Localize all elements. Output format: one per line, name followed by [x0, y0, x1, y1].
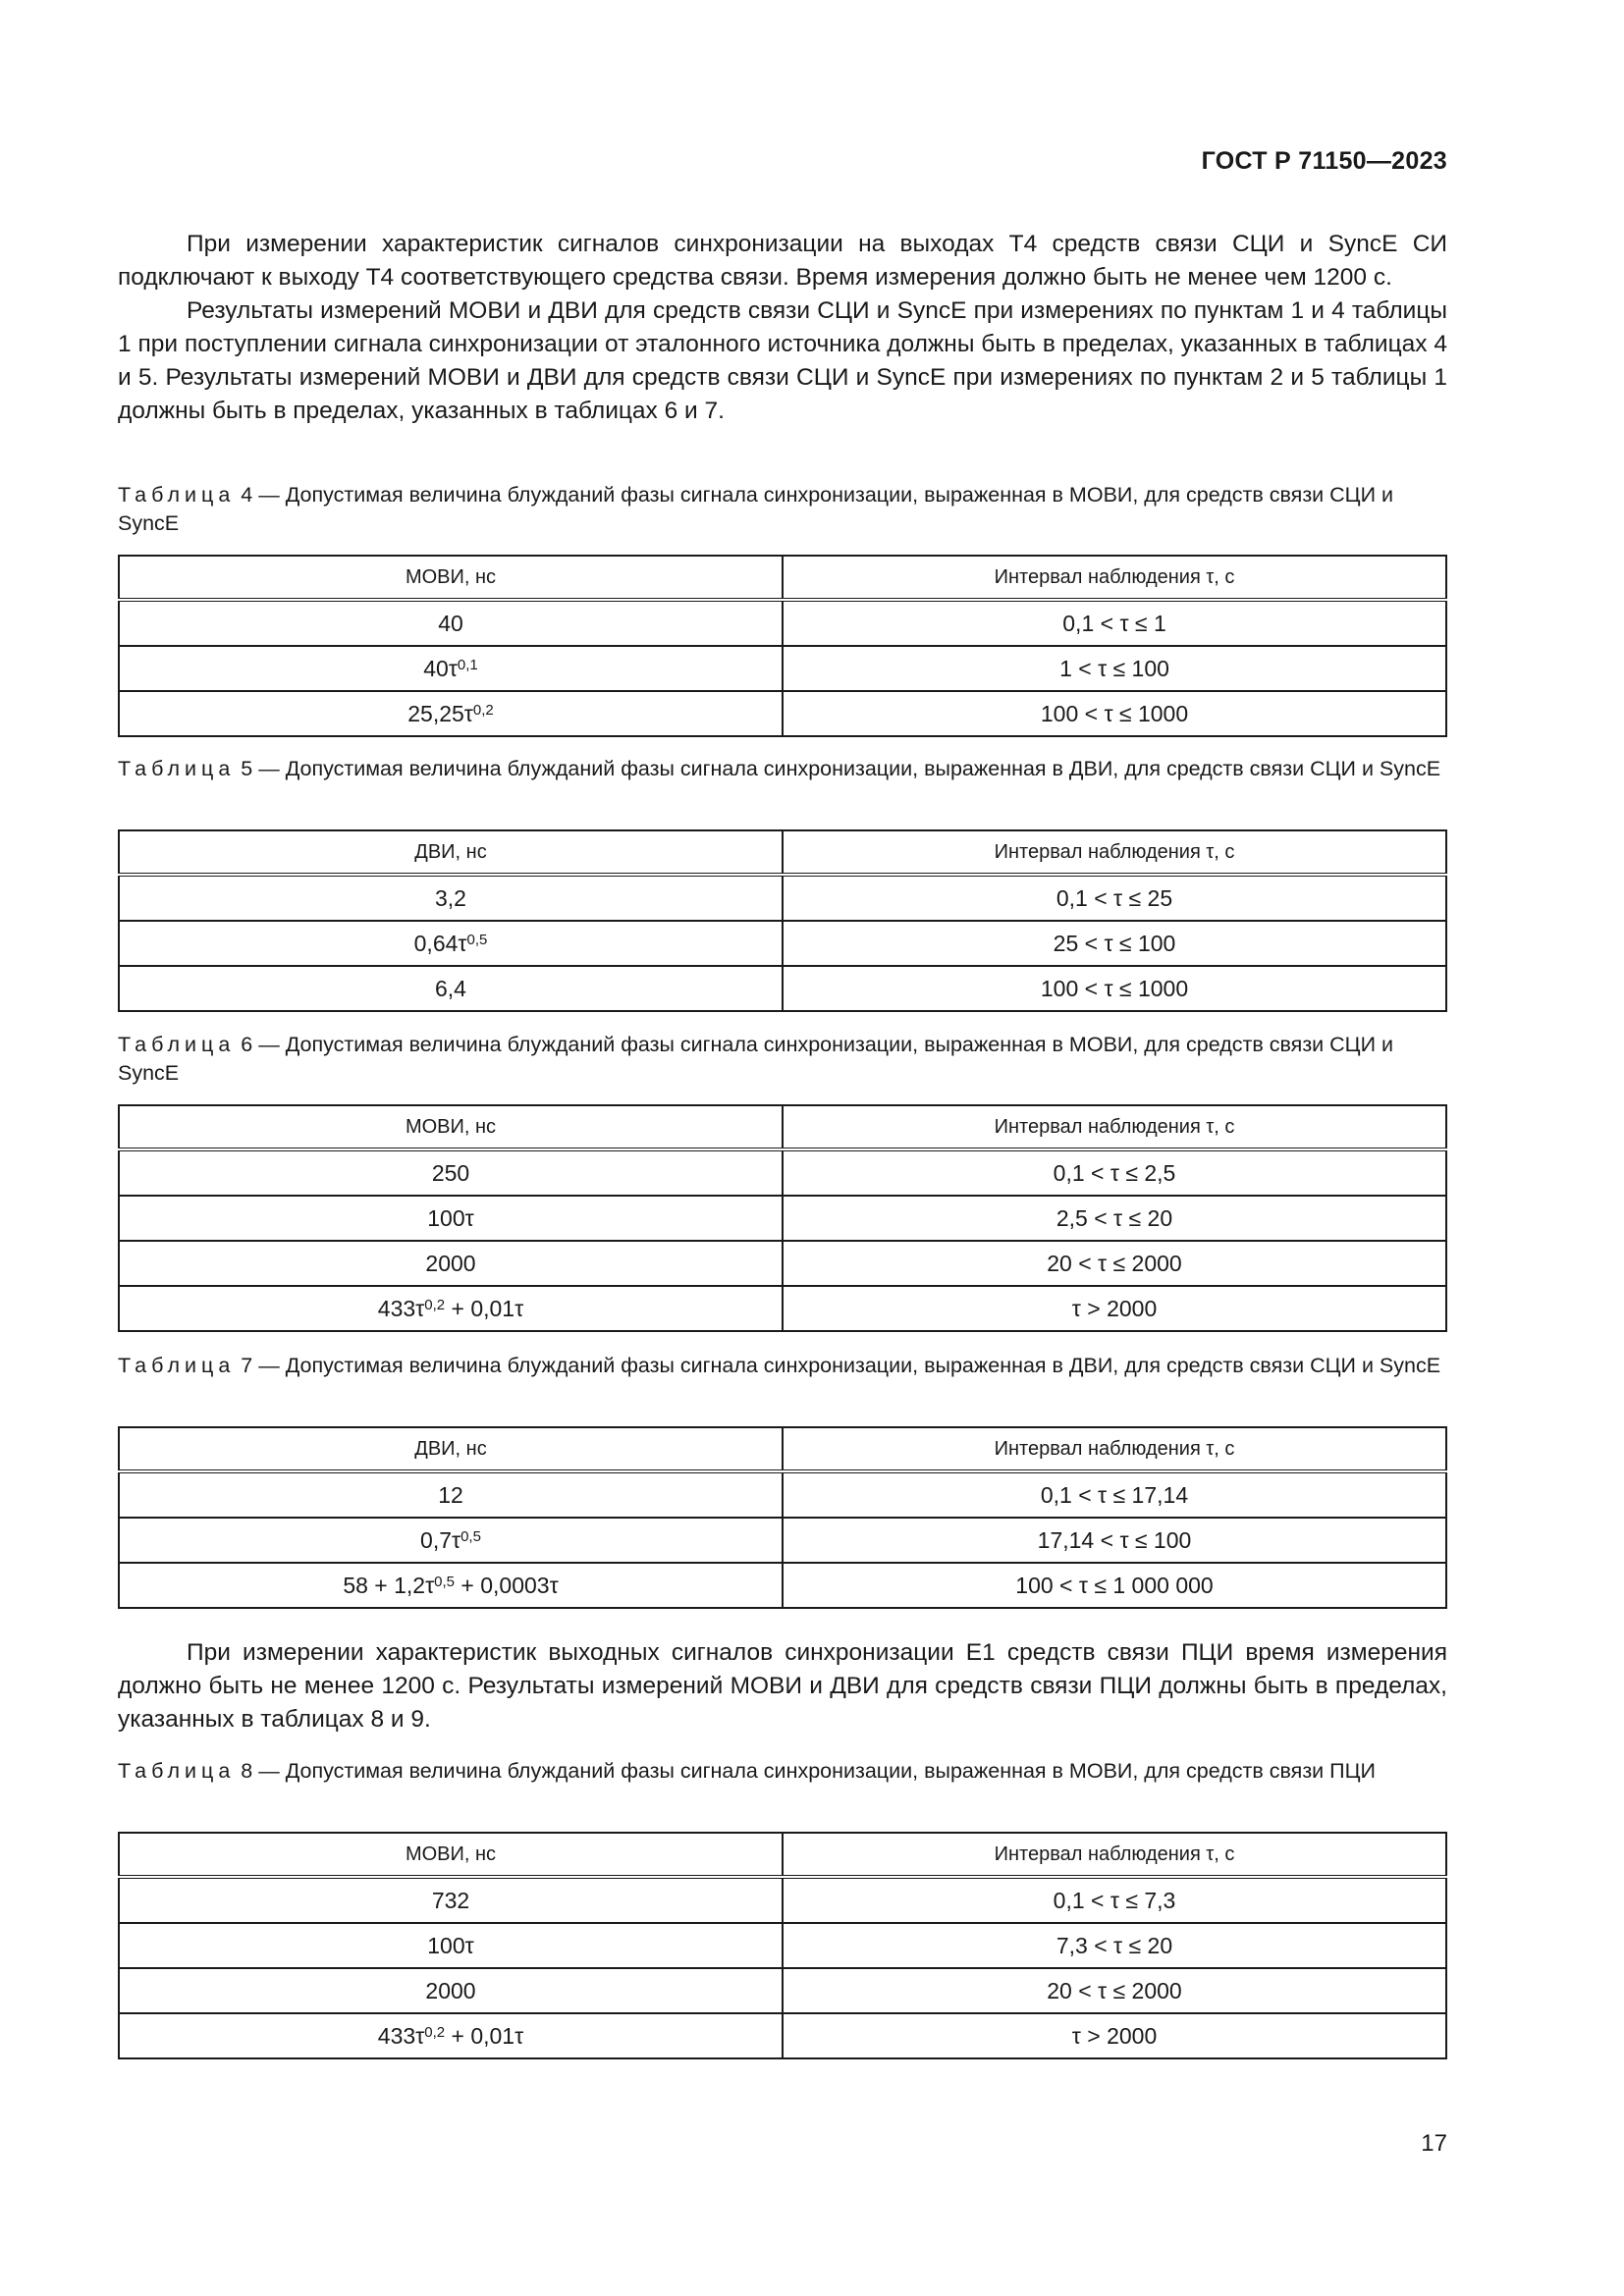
- table-row: 100τ 2,5 < τ ≤ 20: [119, 1196, 1446, 1241]
- column-header: ДВИ, нс: [119, 1427, 783, 1471]
- table-row: $0,64\tau^{0,5}$ 25 < τ ≤ 100: [119, 921, 1446, 966]
- table-8: [118, 1832, 1447, 2059]
- column-header: Интервал наблюдения τ, с: [783, 1833, 1446, 1877]
- middle-paragraph: [118, 1636, 1447, 1736]
- table-row: $433\tau^{0,2} + 0,01\tau$ τ > 2000: [119, 1286, 1446, 1331]
- paragraph: При измерении характеристик выходных сигналов синхронизации Е1 средств связи ПЦИ время измерения должно быть не менее 1200 с. Результаты измерений МОВИ и ДВИ для средств связи ПЦИ должны быть в пределах, указанных в таблицах 8 и 9.: [118, 1639, 1447, 1733]
- column-header: Интервал наблюдения τ, с: [783, 556, 1446, 600]
- table-6: [118, 1104, 1447, 1332]
- table-caption: Таблица 8 — Допустимая величина блужданий фазы сигнала синхронизации, выраженная в МОВИ, для средств связи ПЦИ: [118, 1759, 1376, 1783]
- table-caption: Таблица 7 — Допустимая величина блужданий фазы сигнала синхронизации, выраженная в ДВИ, для средств связи СЦИ и SyncE: [118, 1354, 1441, 1377]
- table-5: [118, 829, 1447, 1012]
- table-row: $25,25\tau^{0,2}$ 100 < τ ≤ 1000: [119, 691, 1446, 736]
- column-header: Интервал наблюдения τ, с: [783, 1105, 1446, 1149]
- column-header: ДВИ, нс: [119, 830, 783, 875]
- table-row: $40\tau^{0,1}$ 1 < τ ≤ 100: [119, 646, 1446, 691]
- table-row: 2000 20 < τ ≤ 2000: [119, 1241, 1446, 1286]
- document-header: ГОСТ Р 71150—2023: [1201, 147, 1447, 175]
- table-row: 3,2 0,1 < τ ≤ 25: [119, 875, 1446, 921]
- column-header: МОВИ, нс: [119, 1833, 783, 1877]
- table-caption: Таблица 4 — Допустимая величина блужданий фазы сигнала синхронизации, выраженная в МОВИ, для средств связи СЦИ и SyncE: [118, 483, 1394, 535]
- table-caption: Таблица 5 — Допустимая величина блужданий фазы сигнала синхронизации, выраженная в ДВИ, для средств связи СЦИ и SyncE: [118, 757, 1441, 780]
- intro-paragraphs: [118, 228, 1447, 428]
- paragraph: При измерении характеристик сигналов синхронизации на выходах Т4 средств связи СЦИ и SyncE СИ подключают к выходу Т4 соответствующего средства связи. Время измерения должно быть не менее чем 1200 с.: [118, 231, 1447, 291]
- column-header: Интервал наблюдения τ, с: [783, 830, 1446, 875]
- column-header: МОВИ, нс: [119, 556, 783, 600]
- column-header: Интервал наблюдения τ, с: [783, 1427, 1446, 1471]
- table-row: 6,4 100 < τ ≤ 1000: [119, 966, 1446, 1011]
- table-row: 2000 20 < τ ≤ 2000: [119, 1968, 1446, 2013]
- page-number: 17: [1421, 2130, 1447, 2157]
- column-header: МОВИ, нс: [119, 1105, 783, 1149]
- paragraph: Результаты измерений МОВИ и ДВИ для средств связи СЦИ и SyncE при измерениях по пунктам 1 и 4 таблицы 1 при поступлении сигнала синхронизации от эталонного источника должны быть в пределах, указанных в таблицах 4 и 5. Результаты измерений МОВИ и ДВИ для средств связи СЦИ и SyncE при измерениях по пунктам 2 и 5 таблицы 1 должны быть в пределах, указанных в таблицах 6 и 7.: [118, 297, 1447, 424]
- table-row: $0,7\tau^{0,5}$ 17,14 < τ ≤ 100: [119, 1518, 1446, 1563]
- table-row: 40 0,1 < τ ≤ 1: [119, 600, 1446, 646]
- table-row: $58 + 1,2\tau^{0,5} + 0,0003\tau$ 100 < τ ≤ 1 000 000: [119, 1563, 1446, 1608]
- table-row: $433\tau^{0,2} + 0,01\tau$ τ > 2000: [119, 2013, 1446, 2058]
- table-row: 12 0,1 < τ ≤ 17,14: [119, 1471, 1446, 1518]
- table-row: 250 0,1 < τ ≤ 2,5: [119, 1149, 1446, 1196]
- table-7: [118, 1426, 1447, 1609]
- table-4: [118, 555, 1447, 737]
- table-row: 732 0,1 < τ ≤ 7,3: [119, 1877, 1446, 1923]
- table-row: 100τ 7,3 < τ ≤ 20: [119, 1923, 1446, 1968]
- table-caption: Таблица 6 — Допустимая величина блужданий фазы сигнала синхронизации, выраженная в МОВИ, для средств связи СЦИ и SyncE: [118, 1033, 1394, 1085]
